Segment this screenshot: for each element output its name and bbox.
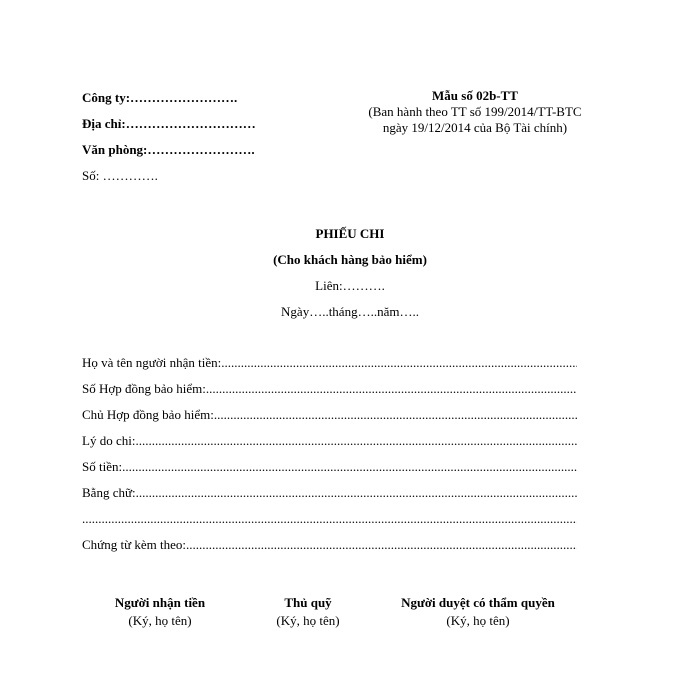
- field-contract-number[interactable]: [82, 380, 577, 406]
- document-subtitle: (Cho khách hàng bảo hiểm): [273, 252, 427, 267]
- form-code: Mẫu số 02b-TT: [432, 88, 518, 103]
- signature-title: Thủ quỹ: [284, 595, 332, 610]
- field-attachments[interactable]: [82, 536, 577, 562]
- dotted-line: [221, 354, 577, 380]
- signature-cashier: [258, 594, 358, 630]
- field-label: Số tiền:: [82, 459, 123, 474]
- dotted-line: [206, 380, 577, 406]
- form-fields: [82, 354, 577, 562]
- field-label: Họ và tên người nhận tiền:: [82, 355, 222, 370]
- field-contract-owner[interactable]: [82, 406, 577, 432]
- field-label: Chứng từ kèm theo:: [82, 537, 186, 552]
- field-reason[interactable]: [82, 432, 577, 458]
- dotted-line: [136, 484, 577, 510]
- field-recipient-name[interactable]: [82, 354, 577, 380]
- form-info: [330, 88, 620, 136]
- document-title: PHIẾU CHI: [315, 226, 385, 241]
- company-line: Công ty:…………………….: [82, 90, 238, 105]
- signature-note: (Ký, họ tên): [128, 613, 192, 628]
- header-left: [82, 88, 342, 192]
- dotted-line: [214, 406, 577, 432]
- office-line: Văn phòng:…………………….: [82, 142, 255, 157]
- issued-line-1: (Ban hành theo TT số 199/2014/TT-BTC: [368, 104, 582, 119]
- signature-recipient: [100, 594, 220, 630]
- number-line: Số: ………….: [82, 168, 158, 183]
- copy-number: Liên:……….: [315, 278, 385, 293]
- signature-note: (Ký, họ tên): [446, 613, 510, 628]
- dotted-line: [122, 458, 577, 484]
- document-date: Ngày…..tháng…..năm…..: [281, 304, 419, 319]
- field-label: Số Hợp đồng bảo hiểm:: [82, 381, 206, 396]
- field-label: Bằng chữ:: [82, 485, 136, 500]
- dotted-line: [135, 432, 577, 458]
- field-amount-in-words[interactable]: [82, 484, 577, 510]
- dotted-line: [82, 510, 577, 536]
- dotted-line: [186, 536, 577, 562]
- field-amount-in-words-continued[interactable]: [82, 510, 577, 536]
- signature-approver: [388, 594, 568, 630]
- field-amount[interactable]: [82, 458, 577, 484]
- field-label: Chủ Hợp đồng bảo hiểm:: [82, 407, 214, 422]
- signature-note: (Ký, họ tên): [276, 613, 340, 628]
- signature-title: Người nhận tiền: [114, 595, 206, 610]
- address-line: Địa chỉ:…………………………: [82, 116, 256, 131]
- issued-line-2: ngày 19/12/2014 của Bộ Tài chính): [382, 120, 568, 135]
- field-label: Lý do chi:: [82, 433, 136, 448]
- signature-title: Người duyệt có thẩm quyền: [401, 595, 555, 610]
